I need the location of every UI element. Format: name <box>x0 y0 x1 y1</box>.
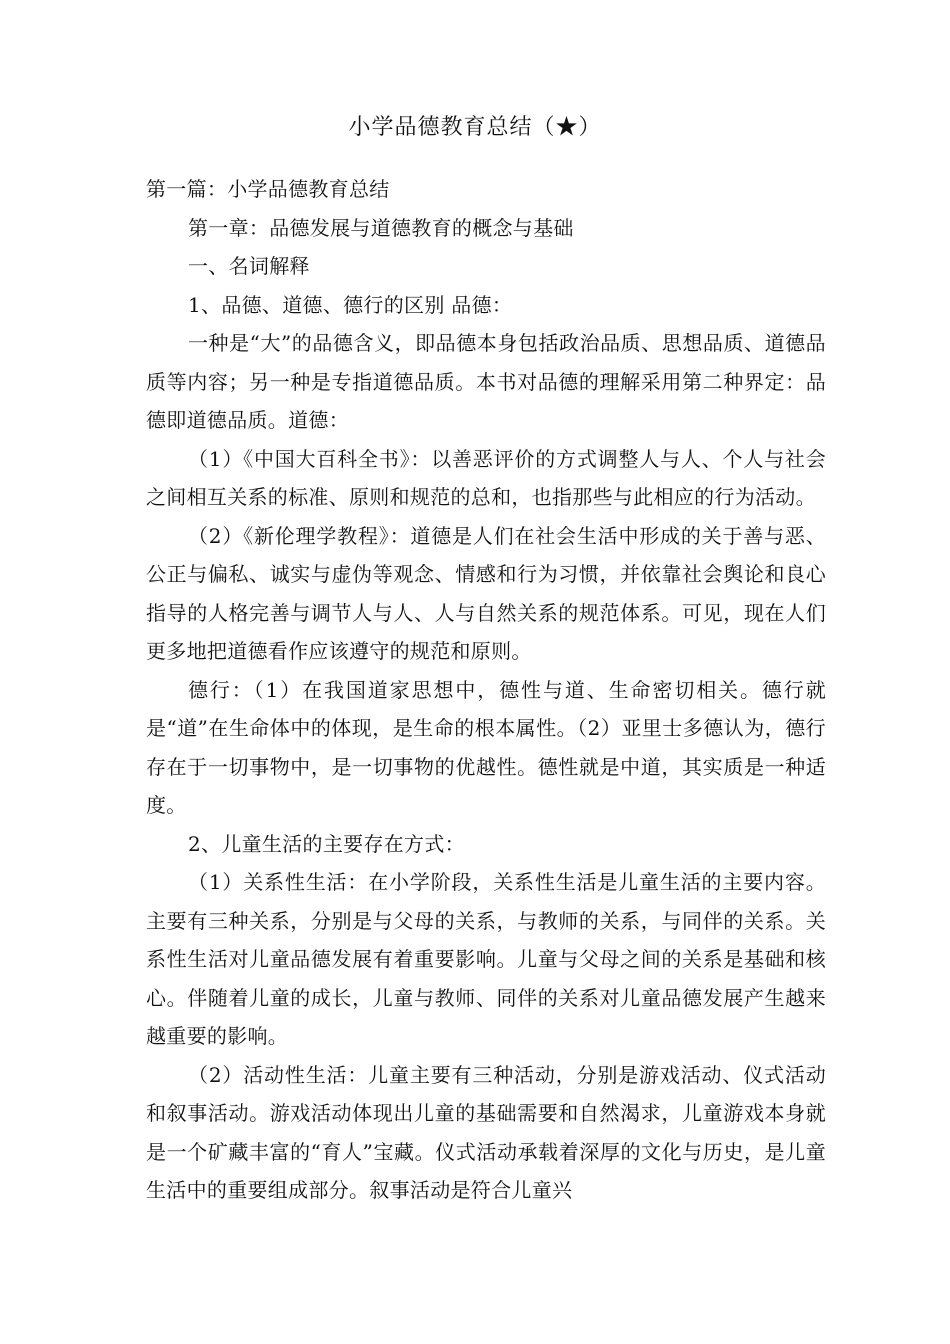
chapter-heading: 第一章：品德发展与道德教育的概念与基础 <box>188 215 574 240</box>
term-heading: 2、儿童生活的主要存在方式： <box>188 831 465 856</box>
body-paragraph: （2）《新伦理学教程》：道德是人们在社会生活中形成的关于善与恶、公正与偏私、诚实与虚伪等观念、情感和行为习惯，并依靠社会舆论和良心指导的人格完善与调节人与人、人与自然关系的规范体系。可见，现在人们更多地把道德看作应该遵守的规范和原则。 <box>146 523 826 663</box>
body-paragraph: 德行：（1）在我国道家思想中，德性与道、生命密切相关。德行就是“道”在生命体中的体现，是生命的根本属性。（2）亚里士多德认为，德行存在于一切事物中，是一切事物的优越性。德性就是中道，其实质是一种适度。 <box>146 677 826 817</box>
body-paragraph: （1）《中国大百科全书》：以善恶评价的方式调整人与人、个人与社会之间相互关系的标准、原则和规范的总和，也指那些与此相应的行为活动。 <box>146 446 826 509</box>
body-paragraph: 一种是“大”的品德含义，即品德本身包括政治品质、思想品质、道德品质等内容；另一种是专指道德品质。本书对品德的理解采用第二种界定：品德即道德品质。道德： <box>146 331 826 432</box>
body-paragraph: （1）关系性生活：在小学阶段，关系性生活是儿童生活的主要内容。主要有三种关系，分别是与父母的关系，与教师的关系，与同伴的关系。关系性生活对儿童品德发展有着重要影响。儿童与父母之间的关系是基础和核心。伴随着儿童的成长，儿童与教师、同伴的关系对儿童品德发展产生越来越重要的影响。 <box>146 870 826 1048</box>
document-title: 小学品德教育总结（★） <box>348 115 602 140</box>
document-body <box>146 170 826 1210</box>
subsection-heading: 一、名词解释 <box>188 254 310 278</box>
section-heading: 第一篇：小学品德教育总结 <box>146 177 390 201</box>
term-heading: 1、品德、道德、德行的区别 品德： <box>188 292 513 317</box>
body-paragraph: （2）活动性生活：儿童主要有三种活动，分别是游戏活动、仪式活动和叙事活动。游戏活动体现出儿童的基础需要和自然渴求，儿童游戏本身就是一个矿藏丰富的“育人”宝藏。仪式活动承载着深厚的文化与历史，是儿童生活中的重要组成部分。叙事活动是符合儿童兴 <box>146 1062 826 1202</box>
